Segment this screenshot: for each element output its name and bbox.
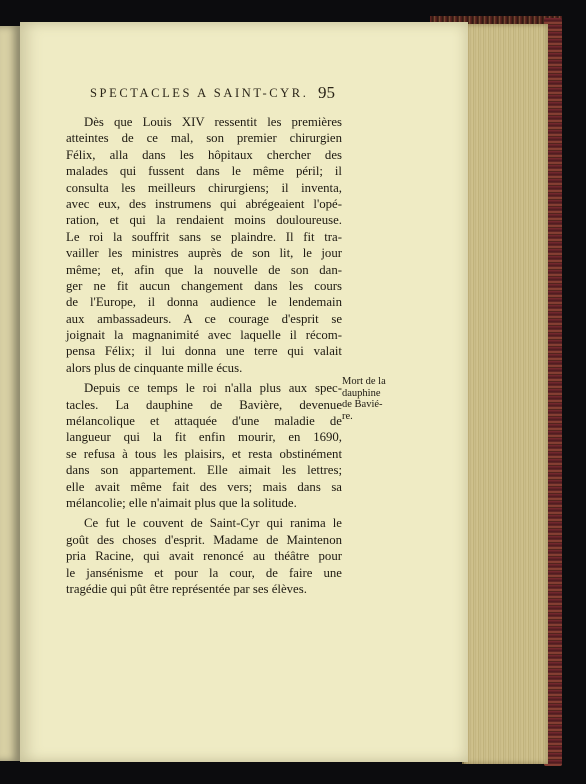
text-line: de l'Europe, il donna audience le lendemain	[66, 295, 342, 310]
facing-page-edge	[0, 26, 20, 761]
text-line: tragédie qui pût être représentée par ses élèves.	[66, 581, 307, 596]
text-line: malades qui fussent dans le même péril; il	[66, 164, 342, 179]
margin-note-line: Mort de la	[342, 376, 386, 387]
margin-note	[342, 376, 388, 422]
text-line: joignait la magnanimité avec laquelle il récom-	[66, 328, 342, 343]
text-line: Depuis ce temps le roi n'alla plus aux spec-	[84, 381, 342, 396]
text-line: elle avait même fait des vers; mais dans sa	[66, 479, 342, 494]
paragraph-3	[66, 515, 342, 597]
text-line: pria Racine, qui avait renoncé au théâtre pour	[66, 549, 342, 564]
paragraph-1	[66, 114, 342, 376]
text-line: avec eux, des instrumens qui abrégeaient l'opé-	[66, 196, 342, 211]
text-line: dans son appartement. Elle aimait les lettres;	[66, 463, 342, 478]
text-line: se refusa à tous les plaisirs, et resta obstinément	[66, 446, 342, 461]
text-line: Ce fut le couvent de Saint-Cyr qui ranima le	[84, 516, 342, 531]
margin-note-line: re.	[342, 410, 353, 422]
text-line: aux ambassadeurs. A ce courage d'esprit se	[66, 311, 342, 326]
text-line: Félix, alla dans les hôpitaux chercher des	[66, 147, 342, 162]
text-line: mélancolique et attaquée d'une maladie de	[66, 414, 342, 429]
text-line: atteintes de ce mal, son premier chirurgien	[66, 131, 342, 146]
margin-note-line: dauphine	[342, 387, 381, 399]
text-line: alors plus de cinquante mille écus.	[66, 360, 243, 375]
text-line: consulta les meilleurs chirurgiens; il inventa,	[66, 180, 342, 195]
text-line: langueur qui la fit enfin mourir, en 1690,	[66, 430, 342, 445]
text-line: Le roi la souffrit sans se plaindre. Il fit tra-	[66, 229, 342, 244]
margin-note-line: de Bavié-	[342, 399, 383, 410]
page-number: 95	[318, 83, 335, 102]
text-line: vailler les ministres auprès de son lit, le jour	[66, 246, 342, 261]
text-line: tacles. La dauphine de Bavière, devenue	[66, 397, 342, 412]
text-line: goût des choses d'esprit. Madame de Maintenon	[66, 532, 342, 547]
paragraph-2	[66, 380, 342, 511]
text-line: mélancolie; elle n'aimait plus que la solitude.	[66, 495, 297, 510]
body-text	[66, 114, 342, 597]
text-line: ration, et qui la rendaient moins douloureuse.	[66, 213, 342, 228]
running-head: SPECTACLES A SAINT-CYR.	[90, 86, 309, 100]
text-line: pensa Félix; il lui donna une terre qui valait	[66, 344, 342, 359]
text-line: le jansénisme et pour la cour, de faire une	[66, 565, 342, 580]
text-line: Dès que Louis XIV ressentit les premières	[84, 115, 342, 129]
text-line: même; et, afin que la nouvelle de son dan-	[66, 262, 342, 277]
text-line: ger ne fit aucun changement dans les cours	[66, 278, 342, 293]
page-edges	[462, 24, 548, 764]
